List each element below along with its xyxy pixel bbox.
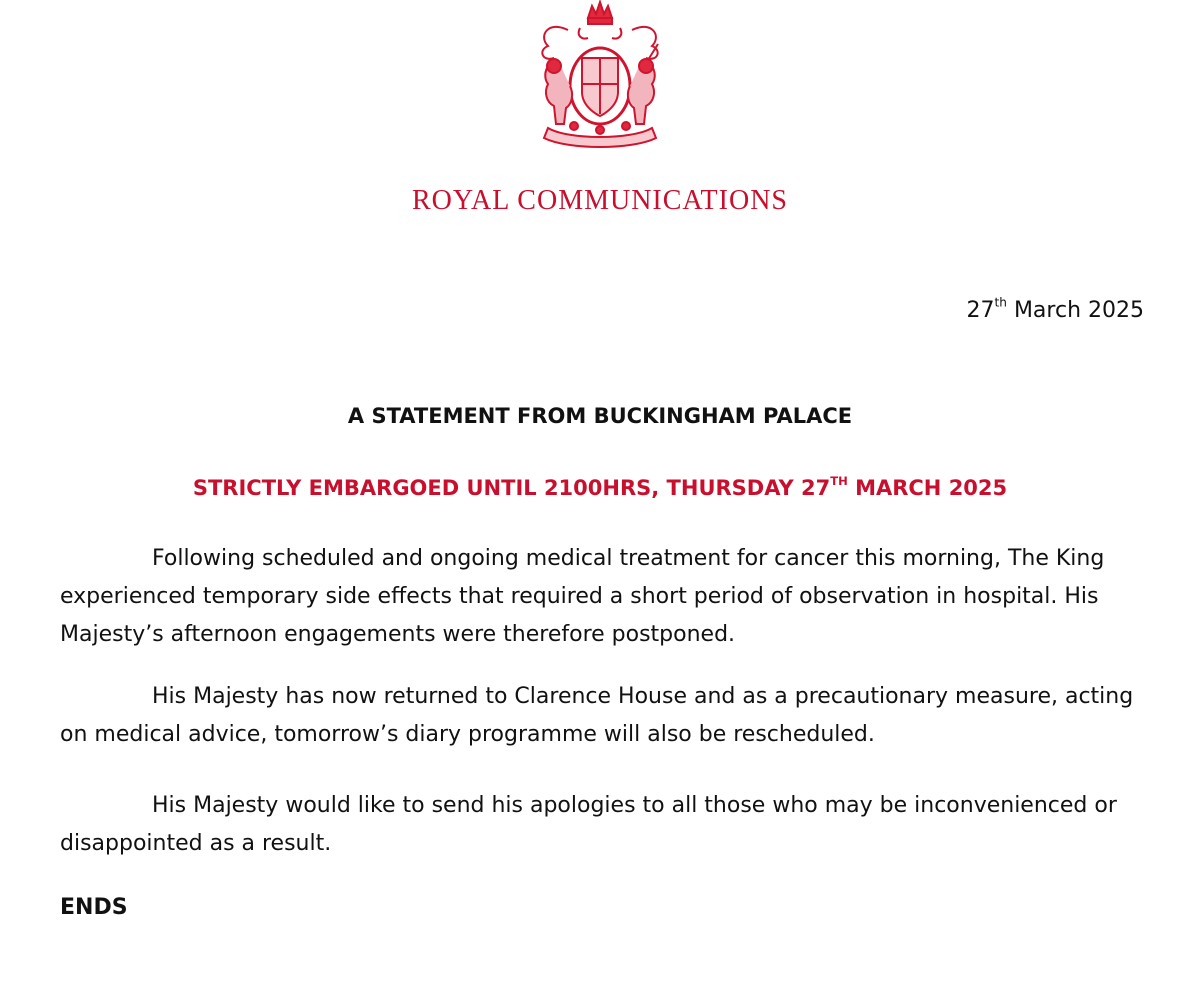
embargo-month-year: MARCH 2025 [847, 476, 1008, 500]
date-suffix: th [994, 295, 1007, 310]
release-date [966, 295, 1144, 323]
embargo-notice [0, 476, 1200, 500]
ends-marker: ENDS [60, 895, 128, 920]
paragraph-text: His Majesty has now returned to Clarence House and as a precautionary measure, acting on medical advice, tomorrow’s diary programme will also be rescheduled. [60, 684, 1134, 747]
date-day: 27 [966, 298, 995, 323]
paragraph-text: His Majesty would like to send his apologies to all those who may be inconvenienced or disappointed as a result. [60, 793, 1117, 856]
embargo-text: STRICTLY EMBARGOED UNTIL 2100HRS, THURSDAY 27 [192, 476, 831, 500]
body-paragraph-2 [60, 678, 1150, 754]
date-month-year: March 2025 [1006, 298, 1144, 323]
organisation-heading: ROYAL COMMUNICATIONS [412, 185, 788, 216]
statement-title: A STATEMENT FROM BUCKINGHAM PALACE [347, 404, 853, 428]
body-paragraph-1 [60, 540, 1150, 654]
embargo-suffix: TH [830, 474, 848, 489]
body-paragraph-3 [60, 787, 1150, 863]
royal-coat-of-arms-icon [508, 0, 692, 150]
paragraph-text: Following scheduled and ongoing medical treatment for cancer this morning, The King experienced temporary side effects that required a short period of observation in hospital. His Majesty’s afternoon engagements were therefore postponed. [60, 546, 1105, 647]
